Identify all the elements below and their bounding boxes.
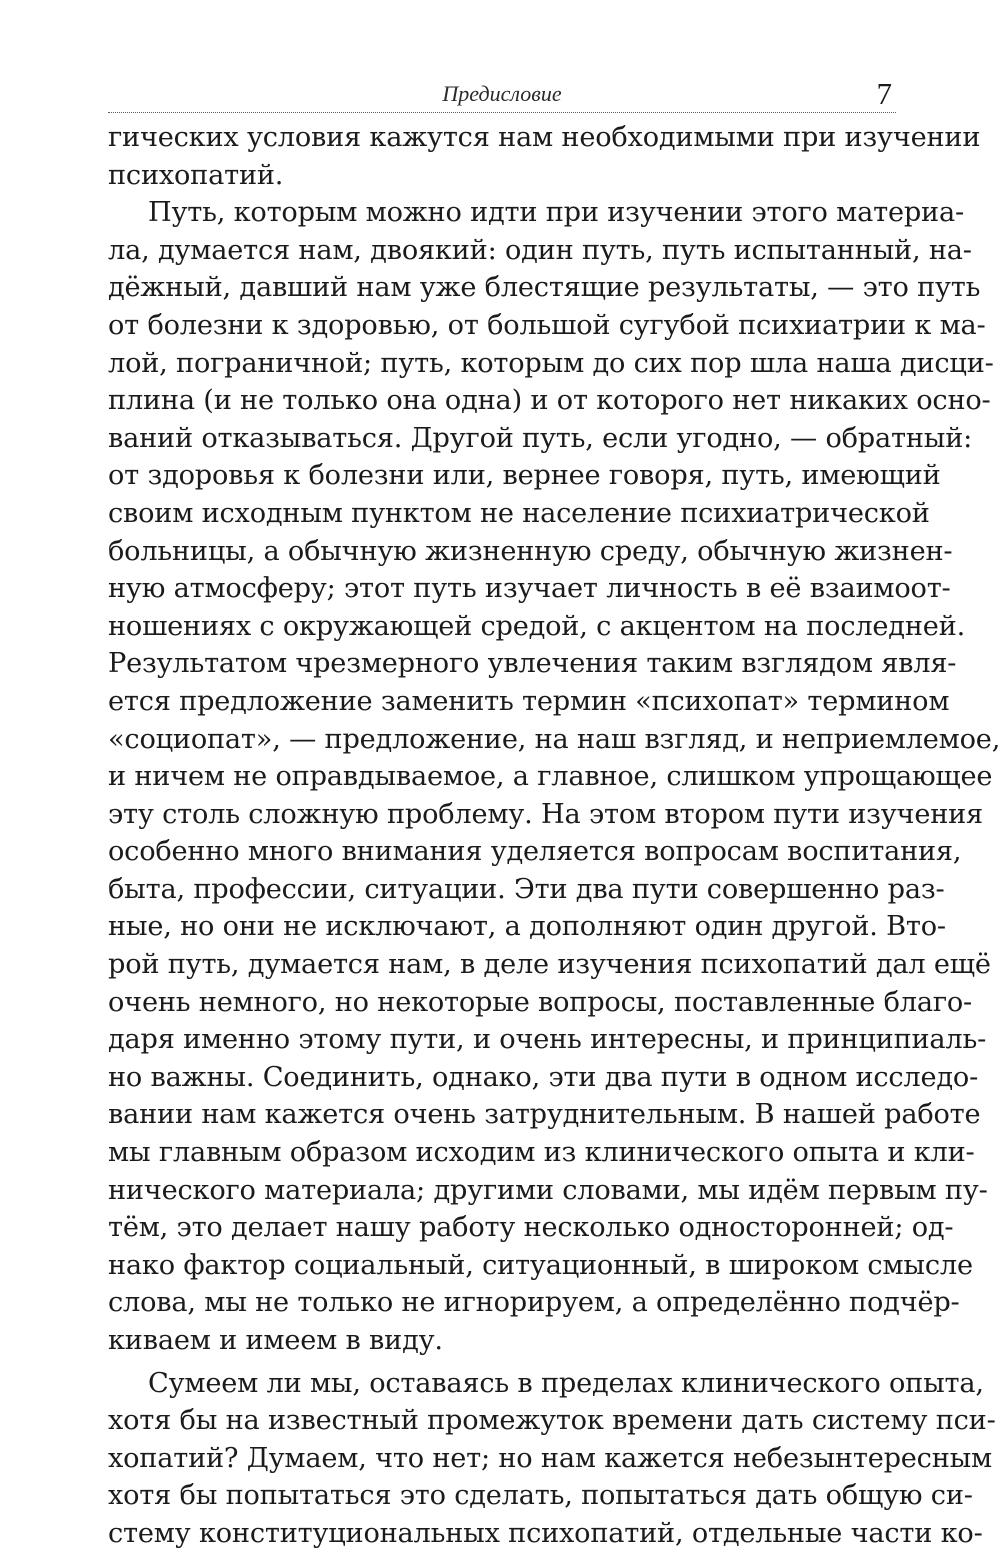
- text-line: дёжный, давший нам уже блестящие результаты, — это путь: [108, 272, 981, 304]
- text-line: ношениях с окружающей средой, с акцентом на последней.: [108, 610, 966, 642]
- text-line: эту столь сложную проблему. На этом втором пути изучения: [108, 798, 983, 830]
- chapter-title: Предисловие: [442, 81, 562, 106]
- text-line: тём, это делает нашу работу несколько односторонней; од-: [108, 1212, 954, 1244]
- text-line: плина (и не только она одна) и от которого нет никаких осно-: [108, 385, 991, 417]
- body-text: [108, 119, 1000, 1553]
- text-line: ные, но они не исключают, а дополняют один другой. Вто-: [108, 911, 946, 943]
- text-line: стему конституциональных психопатий, отдельные части ко-: [108, 1517, 983, 1549]
- text-line: хотя бы на известный промежуток времени дать систему пси-: [108, 1405, 996, 1437]
- text-line: психопатий.: [108, 159, 284, 191]
- text-line: ется предложение заменить термин «психопат» термином: [108, 685, 950, 717]
- text-line: нако фактор социальный, ситуационный, в широком смысле: [108, 1249, 973, 1281]
- text-line: нического материала; другими словами, мы идём первым пу-: [108, 1174, 988, 1206]
- text-line: больницы, а обычную жизненную среду, обычную жизнен-: [108, 535, 953, 567]
- text-line: мы главным образом исходим из клинического опыта и кли-: [108, 1137, 975, 1169]
- text-line: даря именно этому пути, и очень интересны, и принципиаль-: [108, 1024, 987, 1056]
- text-line: лой, пограничной; путь, которым до сих пор шла наша дисци-: [108, 347, 994, 379]
- text-line: «социопат», — предложение, на наш взгляд, и неприемлемое,: [108, 723, 1000, 755]
- page-number: 7: [876, 76, 892, 111]
- text-line: ла, думается нам, двоякий: один путь, путь испытанный, на-: [108, 234, 972, 266]
- text-line: киваем и имеем в виду.: [108, 1325, 443, 1356]
- text-line: Путь, которым можно идти при изучении этого материа-: [148, 197, 964, 229]
- text-line: гических условия кажутся нам необходимыми при изучении: [108, 122, 981, 153]
- text-line: от здоровья к болезни или, вернее говоря, путь, имеющий: [108, 460, 941, 492]
- text-line: ную атмосферу; этот путь изучает личность в её взаимоот-: [108, 573, 951, 605]
- text-line: быта, профессии, ситуации. Эти два пути совершенно раз-: [108, 873, 945, 905]
- text-line: своим исходным пунктом не население психиатрической: [108, 497, 930, 529]
- text-line: особенно много внимания уделяется вопросам воспитания,: [108, 836, 962, 868]
- text-line: но важны. Соединить, однако, эти два пути в одном исследо-: [108, 1061, 979, 1093]
- running-header: [108, 76, 896, 113]
- text-line: очень немного, но некоторые вопросы, поставленные благо-: [108, 986, 973, 1018]
- text-line: вании нам кажется очень затруднительным. В нашей работе: [108, 1099, 981, 1131]
- text-line: хотя бы попытаться это сделать, попытаться дать общую си-: [108, 1480, 973, 1512]
- text-line: и ничем не оправдываемое, а главное, слишком упрощающее: [108, 761, 993, 793]
- book-page: [108, 76, 1000, 1553]
- text-line: ваний отказываться. Другой путь, если угодно, — обратный:: [108, 422, 973, 454]
- text-line: Сумеем ли мы, оставаясь в пределах клинического опыта,: [148, 1367, 984, 1399]
- text-line: от болезни к здоровью, от большой сугубой психиатрии к ма-: [108, 309, 986, 341]
- text-line: слова, мы не только не игнорируем, а определённо подчёр-: [108, 1287, 960, 1319]
- text-line: хопатий? Думаем, что нет; но нам кажется небезынтересным: [108, 1442, 993, 1474]
- text-line: рой путь, думается нам, в деле изучения психопатий дал ещё: [108, 949, 991, 981]
- text-line: Результатом чрезмерного увлечения таким взглядом явля-: [108, 648, 957, 680]
